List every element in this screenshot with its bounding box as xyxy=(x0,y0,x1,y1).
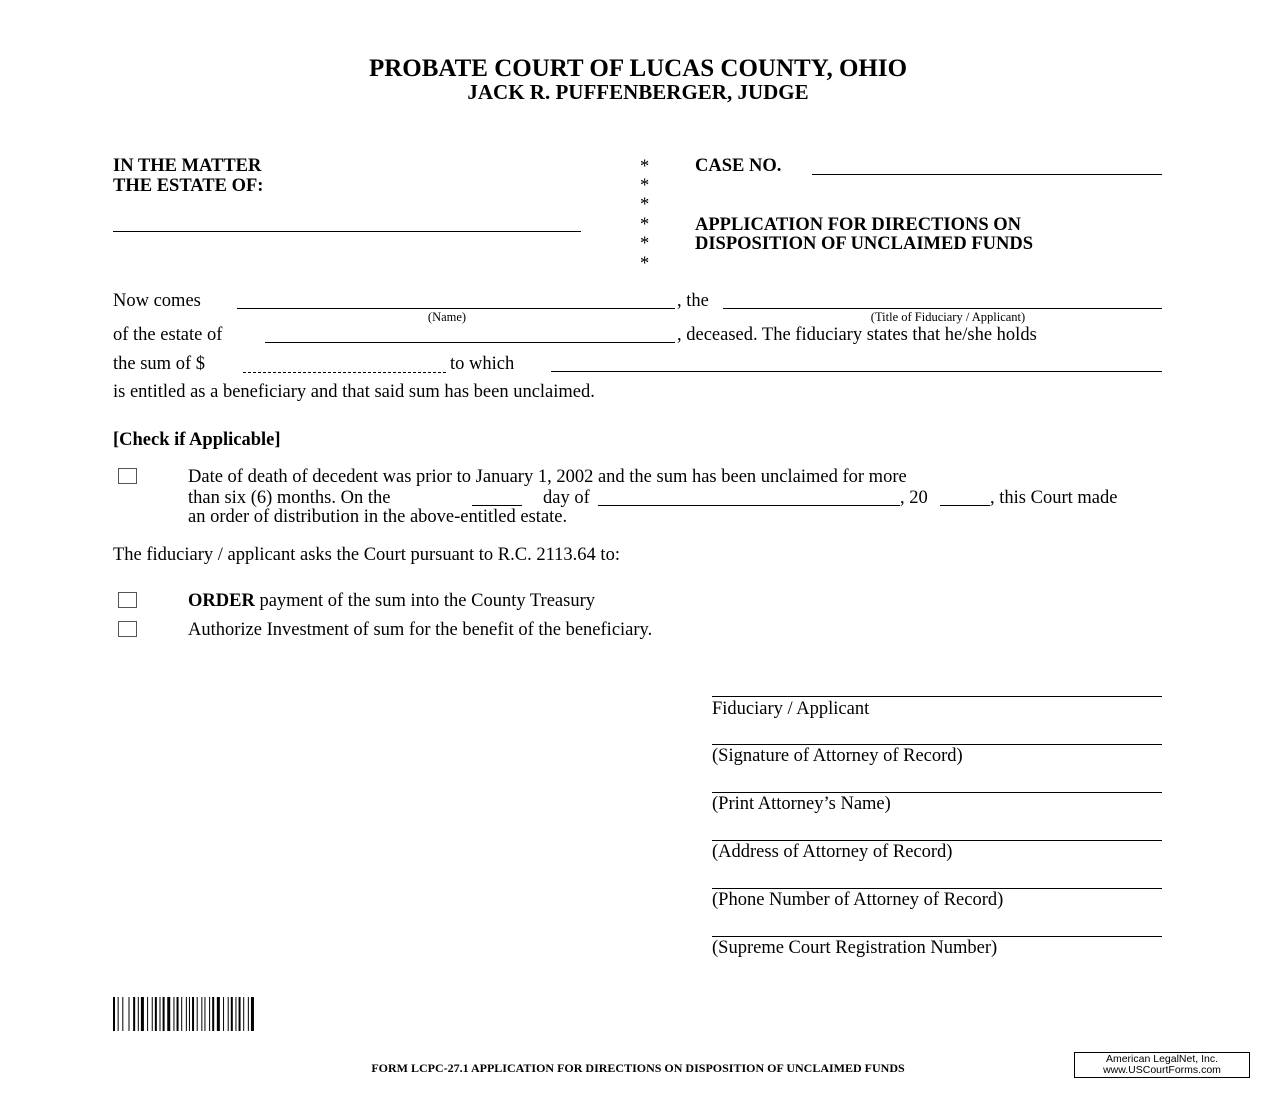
form-title-line1: APPLICATION FOR DIRECTIONS ON xyxy=(695,215,1022,235)
asterisk: * xyxy=(640,195,650,215)
option1-line3: an order of distribution in the above-entitled estate. xyxy=(188,507,568,527)
form-title-line2: DISPOSITION OF UNCLAIMED FUNDS xyxy=(695,234,1034,254)
publisher-logo xyxy=(1074,1052,1250,1078)
decedent-field[interactable] xyxy=(265,342,675,343)
signature-label: (Signature of Attorney of Record) xyxy=(712,746,963,766)
fiduciary-title-field[interactable] xyxy=(723,308,1162,309)
option1-line2a: than six (6) months. On the xyxy=(188,488,391,508)
case-no-label: CASE NO. xyxy=(695,156,782,176)
barcode-bar xyxy=(204,997,205,1031)
judge-name: JACK R. PUFFENBERGER, JUDGE xyxy=(467,80,809,104)
name-field[interactable] xyxy=(237,308,675,309)
estate-name-field[interactable] xyxy=(113,231,581,232)
option2-text xyxy=(188,592,595,611)
barcode-bar xyxy=(155,997,157,1031)
signature-label: (Print Attorney’s Name) xyxy=(712,794,891,814)
barcode-bar xyxy=(209,997,210,1031)
to-which-text: to which xyxy=(450,354,515,374)
deceased-text: , deceased. The fiduciary states that he/she holds xyxy=(677,325,1037,345)
barcode-bar xyxy=(141,997,144,1031)
asterisk: * xyxy=(640,215,650,235)
barcode-bar xyxy=(223,997,224,1031)
title-hint: (Title of Fiduciary / Applicant) xyxy=(870,310,1026,324)
barcode-bar xyxy=(133,997,135,1031)
barcode-bar xyxy=(189,997,190,1031)
barcode-bar xyxy=(228,997,229,1031)
sum-of-text: the sum of $ xyxy=(113,354,205,374)
name-hint: (Name) xyxy=(427,310,467,324)
barcode-bar xyxy=(113,997,115,1031)
case-no-field[interactable] xyxy=(812,174,1162,175)
year-field[interactable] xyxy=(940,505,990,506)
asterisk: * xyxy=(640,176,650,196)
barcode-bar xyxy=(217,997,220,1031)
barcode-bar xyxy=(212,997,214,1031)
signature-label: Fiduciary / Applicant xyxy=(712,699,870,719)
option2-bold: ORDER xyxy=(188,591,255,611)
barcode-bar xyxy=(147,997,148,1031)
sum-field[interactable] xyxy=(243,372,446,373)
fiduciary-signature-line[interactable] xyxy=(712,696,1162,697)
now-comes-text: Now comes xyxy=(113,291,201,311)
barcode-bar xyxy=(163,997,165,1031)
barcode-bar xyxy=(248,997,249,1031)
option1-line2b: day of xyxy=(543,488,590,508)
option2-rest: payment of the sum into the County Treasury xyxy=(254,591,595,611)
signature-label: (Address of Attorney of Record) xyxy=(712,842,953,862)
barcode-bar xyxy=(192,997,194,1031)
barcode-bar xyxy=(181,997,182,1031)
barcode-bar xyxy=(197,997,198,1031)
entitled-text: is entitled as a beneficiary and that said sum has been unclaimed. xyxy=(113,382,595,402)
barcode-bar xyxy=(173,997,174,1031)
barcode-bar xyxy=(152,997,153,1031)
option3-text: Authorize Investment of sum for the benefit of the beneficiary. xyxy=(188,620,653,640)
prior-2002-checkbox[interactable] xyxy=(118,468,137,484)
registration-number-line[interactable] xyxy=(712,936,1162,937)
asterisk: * xyxy=(640,254,650,274)
logo-line1: American LegalNet, Inc. xyxy=(1105,1053,1219,1065)
option1-line2c: , 20 xyxy=(900,488,928,508)
barcode-bar xyxy=(138,997,139,1031)
barcode-bar xyxy=(186,997,187,1031)
authorize-investment-checkbox[interactable] xyxy=(118,621,137,637)
asterisk: * xyxy=(640,157,650,177)
matter-label: IN THE MATTER xyxy=(113,156,262,176)
barcode-bar xyxy=(201,997,202,1031)
order-treasury-checkbox[interactable] xyxy=(118,592,137,608)
court-name: PROBATE COURT OF LUCAS COUNTY, OHIO xyxy=(368,55,908,82)
barcode-bar xyxy=(239,997,241,1031)
option1-line2d: , this Court made xyxy=(990,488,1118,508)
attorney-phone-line[interactable] xyxy=(712,888,1162,889)
month-field[interactable] xyxy=(598,505,900,506)
the-text: , the xyxy=(677,291,709,311)
attorney-signature-line[interactable] xyxy=(712,744,1162,745)
attorney-name-line[interactable] xyxy=(712,792,1162,793)
barcode xyxy=(113,997,319,1031)
barcode-bar xyxy=(118,997,119,1031)
barcode-bar xyxy=(129,997,130,1031)
footer-form-title: FORM LCPC-27.1 APPLICATION FOR DIRECTIONS ON DISPOSITION OF UNCLAIMED FUNDS xyxy=(371,1061,905,1075)
asks-text: The fiduciary / applicant asks the Court pursuant to R.C. 2113.64 to: xyxy=(113,545,620,565)
beneficiary-field[interactable] xyxy=(551,371,1162,372)
option1-line1: Date of death of decedent was prior to January 1, 2002 and the sum has been unclaimed for more xyxy=(188,467,907,487)
barcode-bar xyxy=(177,997,179,1031)
barcode-bar xyxy=(122,997,123,1031)
barcode-bar xyxy=(251,997,254,1031)
check-heading: [Check if Applicable] xyxy=(113,430,281,450)
barcode-bar xyxy=(243,997,244,1031)
attorney-address-line[interactable] xyxy=(712,840,1162,841)
signature-label: (Phone Number of Attorney of Record) xyxy=(712,890,1004,910)
day-field[interactable] xyxy=(472,505,522,506)
of-estate-text: of the estate of xyxy=(113,325,223,345)
barcode-bar xyxy=(167,997,170,1031)
signature-label: (Supreme Court Registration Number) xyxy=(712,938,998,958)
barcode-bar xyxy=(235,997,236,1031)
asterisk: * xyxy=(640,234,650,254)
barcode-bar xyxy=(160,997,161,1031)
logo-line2: www.USCourtForms.com xyxy=(1103,1064,1221,1076)
barcode-bar xyxy=(231,997,233,1031)
estate-label: THE ESTATE OF: xyxy=(113,176,264,196)
